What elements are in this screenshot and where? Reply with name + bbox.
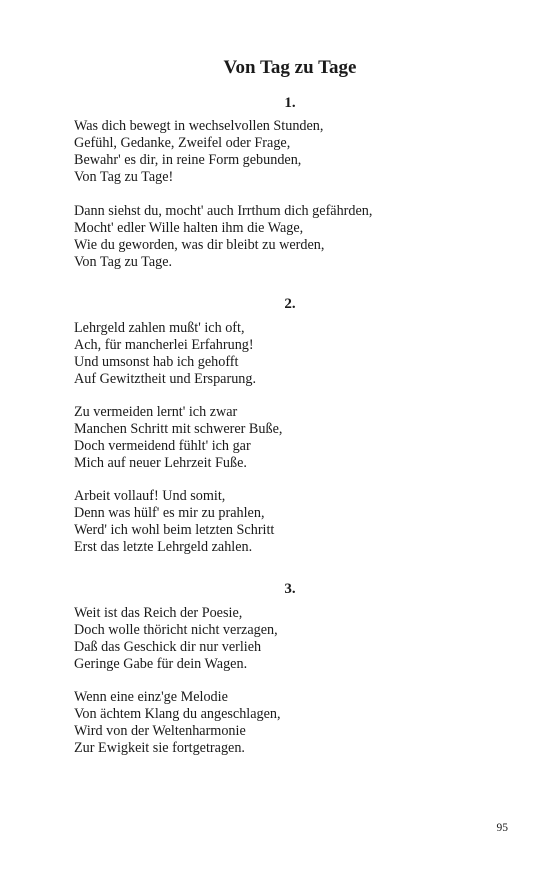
verse-line: Ach, für mancherlei Erfahrung! <box>74 337 254 353</box>
verse-line: Bewahr' es dir, in reine Form gebunden, <box>74 152 302 168</box>
stanza-2-1 <box>74 320 514 388</box>
verse-line: Und umsonst hab ich gehofft <box>74 354 239 370</box>
stanza-3-2 <box>74 689 514 757</box>
verse-line: Daß das Geschick dir nur verlieh <box>74 639 262 655</box>
stanza-1-2 <box>74 203 514 271</box>
verse-line: Auf Gewitztheit und Ersparung. <box>74 371 257 387</box>
verse-line: Gefühl, Gedanke, Zweifel oder Frage, <box>74 135 291 151</box>
verse-line: Mocht' edler Wille halten ihm die Wage, <box>74 220 304 236</box>
verse-line: Von Tag zu Tage! <box>74 169 174 185</box>
verse-line: Wird von der Weltenharmonie <box>74 723 246 739</box>
page-number: 95 <box>496 822 508 834</box>
stanza-2-2 <box>74 404 514 472</box>
verse-line: Doch vermeidend fühlt' ich gar <box>74 438 251 454</box>
verse-line: Wenn eine einz'ge Melodie <box>74 689 228 705</box>
verse-line: Manchen Schritt mit schwerer Buße, <box>74 421 283 437</box>
verse-line: Zur Ewigkeit sie fortgetragen. <box>74 740 245 756</box>
section-number-2: 2. <box>284 296 296 312</box>
verse-line: Was dich bewegt in wechselvollen Stunden, <box>74 118 324 134</box>
verse-line: Zu vermeiden lernt' ich zwar <box>74 404 238 420</box>
section-number-1: 1. <box>284 95 296 111</box>
section-number-3: 3. <box>284 581 296 597</box>
stanza-2-3 <box>74 488 514 556</box>
verse-line: Werd' ich wohl beim letzten Schritt <box>74 522 275 538</box>
stanza-1-1 <box>74 118 514 186</box>
stanza-3-1 <box>74 605 514 673</box>
verse-line: Dann siehst du, mocht' auch Irrthum dich gefährden, <box>74 203 373 219</box>
poem-title: Von Tag zu Tage <box>223 57 357 78</box>
verse-line: Geringe Gabe für dein Wagen. <box>74 656 248 672</box>
verse-line: Doch wolle thöricht nicht verzagen, <box>74 622 278 638</box>
verse-line: Von Tag zu Tage. <box>74 254 173 270</box>
verse-line: Lehrgeld zahlen mußt' ich oft, <box>74 320 245 336</box>
verse-line: Denn was hülf' es mir zu prahlen, <box>74 505 265 521</box>
verse-line: Mich auf neuer Lehrzeit Fuße. <box>74 455 247 471</box>
verse-line: Arbeit vollauf! Und somit, <box>74 488 226 504</box>
verse-line: Erst das letzte Lehrgeld zahlen. <box>74 539 253 555</box>
verse-line: Wie du geworden, was dir bleibt zu werden, <box>74 237 325 253</box>
verse-line: Von ächtem Klang du angeschlagen, <box>74 706 281 722</box>
verse-line: Weit ist das Reich der Poesie, <box>74 605 243 621</box>
